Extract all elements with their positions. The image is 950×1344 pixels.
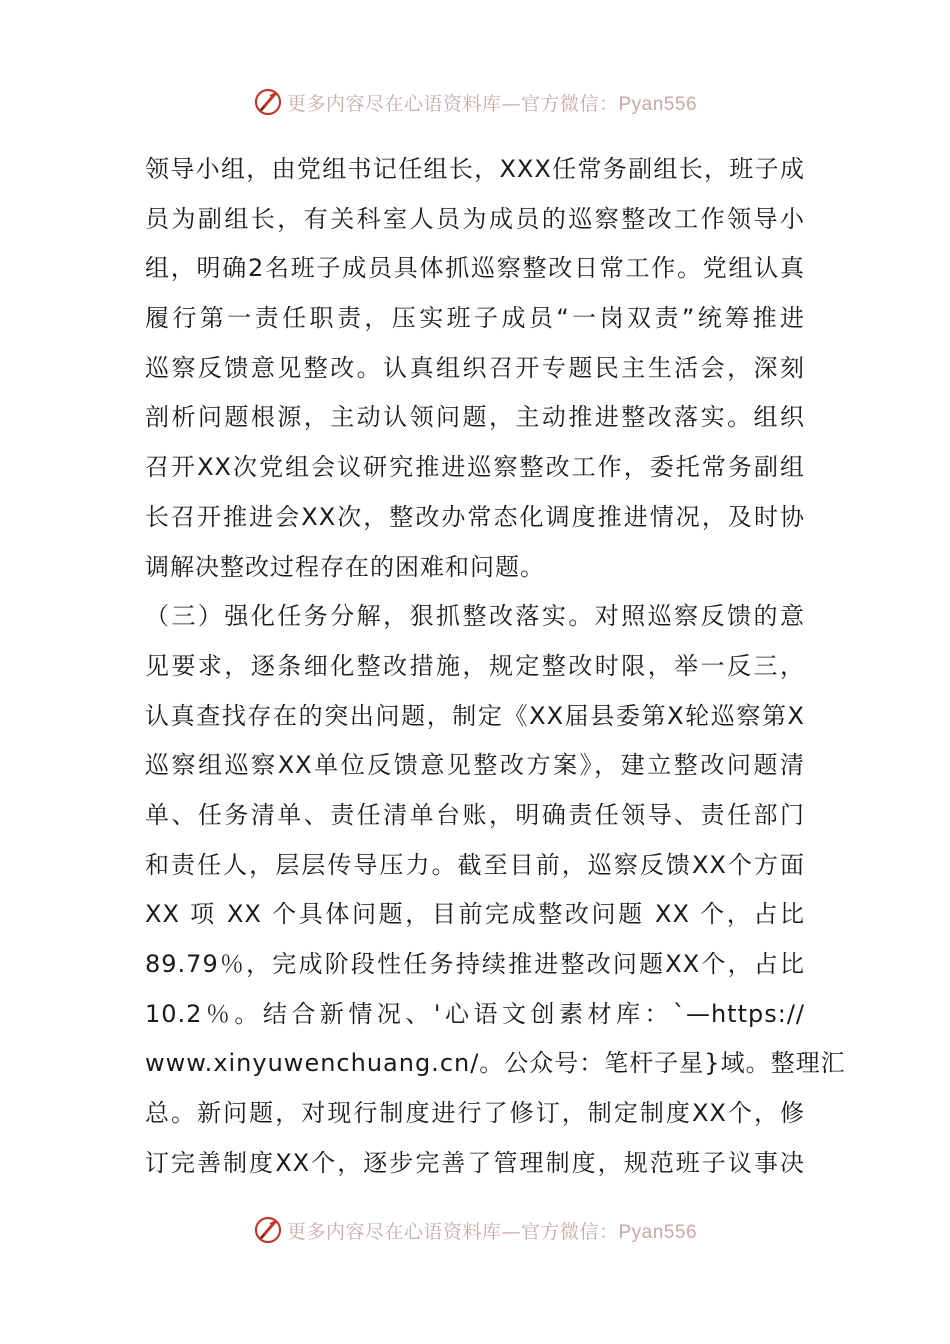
body-line: 调解决整改过程存在的困难和问题。 [145,552,545,581]
body-line: 认真查找存在的突出问题，制定《XX届县委第X轮巡察第X [145,701,805,730]
body-line: 召开XX次党组会议研究推进巡察整改工作，委托常务副组 [145,453,805,482]
body-line: 单、任务清单、责任清单台账，明确责任领导、责任部门 [145,800,805,829]
body-line: 见要求，逐条细化整改措施，规定整改时限，举一反三， [145,651,805,680]
body-line: 员为副组长，有关科室人员为成员的巡察整改工作领导小 [145,204,805,233]
body-line: （三）强化任务分解，狠抓整改落实。对照巡察反馈的意 [145,602,805,631]
body-line: 总。新问题，对现行制度进行了修订，制定制度XX个，修 [145,1099,805,1128]
pen-circle-logo-icon [253,87,283,117]
body-line: 10.2％。结合新情况、'心语文创素材库：`—https:// [145,999,805,1028]
watermark-footer [0,1210,950,1250]
body-line: 剖析问题根源，主动认领问题，主动推进整改落实。组织 [145,403,805,432]
body-line: 组，明确2名班子成员具体抓巡察整改日常工作。党组认真 [145,254,805,283]
body-line: 履行第一责任职责，压实班子成员“一岗双责”统筹推进 [145,304,805,333]
document-body [145,145,846,1188]
body-line: 领导小组，由党组书记任组长，XXX任常务副组长，班子成 [145,155,805,183]
watermark-text: 更多内容尽在心语资料库—官方微信：Pyan556 [286,92,698,115]
pen-circle-logo-icon [253,1215,283,1245]
body-line: 89.79％，完成阶段性任务持续推进整改问题XX个，占比 [145,950,805,978]
body-line: 和责任人，层层传导压力。截至目前，巡察反馈XX个方面 [145,850,805,879]
body-line: 巡察反馈意见整改。认真组织召开专题民主生活会，深刻 [145,353,805,382]
body-line: 订完善制度XX个，逐步完善了管理制度，规范班子议事决 [145,1148,805,1177]
body-line: 长召开推进会XX次，整改办常态化调度推进情况，及时协 [145,502,805,531]
body-line: XX 项 XX 个具体问题，目前完成整改问题 XX 个，占比 [145,900,805,929]
body-line: 巡察组巡察XX单位反馈意见整改方案》，建立整改问题清 [145,751,805,780]
watermark-header [0,82,950,122]
body-line: www.xinyuwenchuang.cn/。公众号：笔杆子星}域。整理汇 [145,1049,846,1078]
watermark-text: 更多内容尽在心语资料库—官方微信：Pyan556 [286,1220,698,1243]
